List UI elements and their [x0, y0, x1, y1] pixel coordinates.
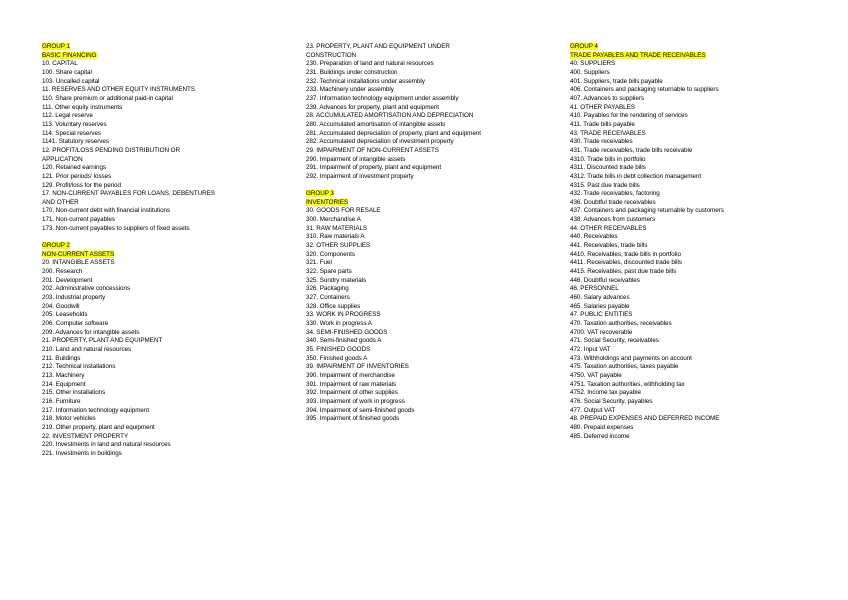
account-text: 292. Impairment of investment property: [306, 172, 414, 180]
account-text: 32. OTHER SUPPLIES: [306, 242, 371, 250]
account-line: [306, 95, 558, 104]
account-text: 290. Impairment of intangible assets: [306, 155, 406, 163]
account-text: 209. Advances for intangible assets: [42, 328, 140, 336]
account-text: 11. RESERVES AND OTHER EQUITY INSTRUMENTS: [42, 86, 195, 94]
account-text: 320. Components: [306, 250, 355, 258]
account-text: 203. Industrial property: [42, 294, 106, 302]
group-heading-text: GROUP 2: [42, 242, 70, 250]
account-text: 4312. Trade bills in debt collection management: [570, 172, 702, 180]
account-line: [42, 95, 294, 104]
account-line: [570, 320, 840, 329]
account-line: [42, 190, 294, 199]
account-line: [42, 389, 294, 398]
account-line: [42, 173, 294, 182]
account-text: 400. Suppliers: [570, 68, 610, 76]
account-line: [306, 389, 558, 398]
account-text: 4411. Receivables, discounted trade bills: [570, 259, 682, 267]
account-line: [306, 363, 558, 372]
account-line: [42, 433, 294, 442]
account-line: [570, 329, 840, 338]
account-line: [306, 372, 558, 381]
account-text: 212. Technical installations: [42, 363, 116, 371]
account-text: 113. Voluntary reserves: [42, 120, 107, 128]
account-text: 205. Leaseholds: [42, 311, 88, 319]
account-text: 204. Goodwill: [42, 302, 80, 310]
account-line: [306, 303, 558, 312]
account-text: 4751. Taxation authorities, withholding tax: [570, 380, 685, 388]
account-line: [42, 216, 294, 225]
account-line: [570, 294, 840, 303]
account-line: [42, 320, 294, 329]
account-line: [42, 182, 294, 191]
column-middle: [306, 43, 558, 424]
account-line: [306, 60, 558, 69]
account-line: [570, 121, 840, 130]
account-text: 291. Impairment of property, plant and equipment: [306, 164, 442, 172]
account-text: 471. Social Security, receivables: [570, 337, 659, 345]
account-text: 4310. Trade bills in portfolio: [570, 155, 646, 163]
account-text: 219. Other property, plant and equipment: [42, 423, 155, 431]
account-text: 280. Accumulated amortisation of intangible assets: [306, 120, 446, 128]
account-line: [570, 138, 840, 147]
account-text: APPLICATION: [42, 155, 83, 163]
account-line: [306, 311, 558, 320]
account-text: 430. Trade receivables: [570, 138, 633, 146]
account-text: 202. Administrative concessions: [42, 285, 131, 293]
account-line: [570, 242, 840, 251]
account-line: [306, 294, 558, 303]
account-line: [570, 259, 840, 268]
account-text: 321. Fuel: [306, 259, 332, 267]
account-text: 473. Withholdings and payments on account: [570, 354, 692, 362]
group-heading: [42, 251, 294, 260]
account-text: 4415. Receivables, past due trade bills: [570, 268, 677, 276]
account-text: 431. Trade receivables, trade bills receivable: [570, 146, 693, 154]
account-text: 350. Finished goods A: [306, 354, 368, 362]
account-line: [570, 173, 840, 182]
account-text: 211. Buildings: [42, 354, 81, 362]
account-line: [42, 277, 294, 286]
account-line: [570, 78, 840, 87]
account-line: [306, 104, 558, 113]
account-text: 300. Merchandise A: [306, 216, 361, 224]
account-line: [306, 355, 558, 364]
account-text: 485. Deferred income: [570, 432, 630, 440]
account-line: [42, 121, 294, 130]
account-line: [42, 329, 294, 338]
account-text: 35. FINISHED GOODS: [306, 345, 371, 353]
column-left: [42, 43, 294, 458]
account-line: [306, 86, 558, 95]
account-line: [306, 43, 558, 52]
account-line: [306, 216, 558, 225]
account-line: [42, 372, 294, 381]
group-heading-text: BASIC FINANCING: [42, 51, 97, 59]
account-line: [42, 86, 294, 95]
account-line: [306, 112, 558, 121]
account-text: 216. Furniture: [42, 397, 81, 405]
account-text: 22. INVESTMENT PROPERTY: [42, 432, 129, 440]
account-line: [306, 337, 558, 346]
account-text: 282. Accumulated depreciation of investment property: [306, 138, 454, 146]
account-line: [42, 268, 294, 277]
account-text: 29. IMPAIRMENT OF NON-CURRENT ASSETS: [306, 146, 439, 154]
account-line: [570, 225, 840, 234]
account-line: [42, 303, 294, 312]
account-line: [306, 329, 558, 338]
account-text: 401. Suppliers, trade bills payable: [570, 77, 663, 85]
account-line: [306, 173, 558, 182]
account-line: [306, 156, 558, 165]
account-text: 47. PUBLIC ENTITIES: [570, 311, 633, 319]
account-text: 31. RAW MATERIALS: [306, 224, 368, 232]
account-text: 213. Machinery: [42, 371, 85, 379]
account-line: [570, 424, 840, 433]
account-text: 4311. Discounted trade bills: [570, 164, 646, 172]
account-text: 281. Accumulated depreciation of property, plant and equipment: [306, 129, 481, 137]
account-line: [42, 415, 294, 424]
account-text: 218. Motor vehicles: [42, 415, 96, 423]
account-text: 201. Development: [42, 276, 93, 284]
group-heading-text: INVENTORIES: [306, 198, 349, 206]
account-text: 391. Impairment of raw materials: [306, 380, 397, 388]
group-heading-text: TRADE PAYABLES AND TRADE RECEIVABLES: [570, 51, 706, 59]
account-line: [42, 450, 294, 459]
account-line: [570, 398, 840, 407]
account-line: [306, 277, 558, 286]
account-text: 477. Output VAT: [570, 406, 616, 414]
account-text: 114. Special reserves: [42, 129, 102, 137]
account-text: 237. Information technology equipment under assembly: [306, 94, 459, 102]
account-line: [306, 251, 558, 260]
account-text: 40. SUPPLIERS: [570, 60, 616, 68]
account-text: 221. Investments in buildings: [42, 449, 122, 457]
account-text: AND OTHER: [42, 198, 79, 206]
account-text: 411. Trade bills payable: [570, 120, 635, 128]
account-line: [42, 424, 294, 433]
account-line: [570, 130, 840, 139]
account-text: 129. Profit/loss for the period: [42, 181, 121, 189]
account-text: 410. Payables for the rendering of services: [570, 112, 688, 120]
account-line: [42, 69, 294, 78]
account-text: 441. Receivables, trade bills: [570, 242, 648, 250]
account-line: [306, 147, 558, 156]
account-text: 21. PROPERTY, PLANT AND EQUIPMENT: [42, 337, 163, 345]
group-heading-text: GROUP 1: [42, 43, 70, 50]
account-line: [306, 207, 558, 216]
account-text: 239. Advances for property, plant and equipment: [306, 103, 440, 111]
account-line: [570, 337, 840, 346]
account-text: 217. Information technology equipment: [42, 406, 150, 414]
account-text: 171. Non-current payables: [42, 216, 115, 224]
account-text: 328. Office supplies: [306, 302, 361, 310]
account-line: [570, 277, 840, 286]
account-line: [570, 95, 840, 104]
account-text: 41. OTHER PAYABLES: [570, 103, 635, 111]
account-line: [570, 233, 840, 242]
account-line: [42, 199, 294, 208]
account-text: 20. INTANGIBLE ASSETS: [42, 259, 115, 267]
account-line: [306, 225, 558, 234]
account-line: [570, 251, 840, 260]
account-line: [42, 285, 294, 294]
group-heading: [570, 52, 840, 61]
account-line: [570, 311, 840, 320]
account-text: 406. Containers and packaging returnable to suppliers: [570, 86, 719, 94]
account-text: 390. Impairment of merchandise: [306, 371, 395, 379]
account-text: 111. Other equity instruments: [42, 103, 123, 111]
account-line: [570, 104, 840, 113]
account-text: 12. PROFIT/LOSS PENDING DISTRIBUTION OR: [42, 146, 181, 154]
account-text: 173. Non-current payables to suppliers of fixed assets: [42, 224, 190, 232]
account-line: [570, 190, 840, 199]
account-line: [42, 337, 294, 346]
account-line: [570, 60, 840, 69]
account-line: [42, 78, 294, 87]
account-line: [306, 415, 558, 424]
account-text: 393. Impairment of work in progress: [306, 397, 405, 405]
account-line: [570, 156, 840, 165]
account-line: [42, 164, 294, 173]
account-text: 330. Work in progress A: [306, 319, 372, 327]
account-text: 465. Salaries payable: [570, 302, 630, 310]
group-heading: [570, 43, 840, 52]
account-line: [42, 112, 294, 121]
account-text: 33. WORK IN PROGRESS: [306, 311, 381, 319]
account-text: 170. Non-current debt with financial institutions: [42, 207, 171, 215]
account-text: 215. Other installations: [42, 389, 106, 397]
account-line: [42, 363, 294, 372]
account-line: [570, 164, 840, 173]
account-text: 214. Equipment: [42, 380, 86, 388]
account-text: 325. Sundry materials: [306, 276, 367, 284]
account-text: 46. PERSONNEL: [570, 285, 619, 293]
account-text: 392. Impairment of other supplies: [306, 389, 398, 397]
account-text: 30. GOODS FOR RESALE: [306, 207, 381, 215]
account-line: [306, 242, 558, 251]
account-text: 17. NON-CURRENT PAYABLES FOR LOANS, DEBENTURES: [42, 190, 215, 198]
account-text: 407. Advances to suppliers: [570, 94, 644, 102]
account-line: [42, 156, 294, 165]
account-line: [306, 130, 558, 139]
account-line: [306, 52, 558, 61]
account-line: [570, 69, 840, 78]
account-line: [42, 381, 294, 390]
account-text: 4750. VAT payable: [570, 371, 622, 379]
account-text: 4410. Receivables, trade bills in portfolio: [570, 250, 681, 258]
account-line: [42, 355, 294, 364]
account-line: [306, 268, 558, 277]
section-spacer: [306, 182, 558, 191]
account-text: 440. Receivables: [570, 233, 618, 241]
account-text: 326. Packaging: [306, 285, 349, 293]
account-line: [306, 259, 558, 268]
account-text: 4700. VAT recoverable: [570, 328, 633, 336]
account-line: [570, 285, 840, 294]
account-line: [570, 207, 840, 216]
account-text: 43. TRADE RECEIVABLES: [570, 129, 646, 137]
account-text: 220. Investments in land and natural resources: [42, 441, 171, 449]
account-line: [42, 346, 294, 355]
group-heading-text: GROUP 4: [570, 43, 598, 50]
account-text: 340. Semi-finished goods A: [306, 337, 382, 345]
account-text: 4315. Past due trade bills: [570, 181, 640, 189]
account-line: [570, 199, 840, 208]
account-line: [306, 398, 558, 407]
account-line: [42, 225, 294, 234]
group-heading-text: GROUP 3: [306, 190, 334, 198]
account-line: [42, 398, 294, 407]
account-text: 480. Prepaid expenses: [570, 423, 634, 431]
account-text: CONSTRUCTION: [306, 51, 357, 59]
account-line: [42, 294, 294, 303]
account-text: 322. Spare parts: [306, 268, 352, 276]
account-text: 103. Uncalled capital: [42, 77, 100, 85]
group-heading: [306, 190, 558, 199]
account-text: 233. Machinery under assembly: [306, 86, 394, 94]
account-text: 112. Legal reserve: [42, 112, 93, 120]
account-line: [306, 78, 558, 87]
column-right: [570, 43, 840, 441]
account-text: 472. Input VAT: [570, 345, 611, 353]
account-line: [570, 381, 840, 390]
account-text: 4752. Income tax payable: [570, 389, 641, 397]
account-text: 432. Trade receivables, factoring: [570, 190, 660, 198]
account-line: [306, 285, 558, 294]
account-text: 475. Taxation authorities, taxes payable: [570, 363, 679, 371]
account-line: [570, 86, 840, 95]
account-text: 460. Salary advances: [570, 294, 630, 302]
account-line: [570, 415, 840, 424]
account-text: 1141. Statutory reserves: [42, 138, 109, 146]
account-line: [570, 363, 840, 372]
account-text: 232. Technical installations under assembly: [306, 77, 425, 85]
account-text: 120. Retained earnings: [42, 164, 107, 172]
account-line: [570, 433, 840, 442]
account-text: 23. PROPERTY, PLANT AND EQUIPMENT UNDER: [306, 43, 450, 50]
account-line: [306, 138, 558, 147]
account-text: 100. Share capital: [42, 68, 92, 76]
account-line: [570, 346, 840, 355]
account-text: 476. Social Security, payables: [570, 397, 653, 405]
account-text: 327. Containers: [306, 294, 350, 302]
group-heading-text: NON-CURRENT ASSETS: [42, 250, 115, 258]
account-text: 395. Impairment of finished goods: [306, 415, 400, 423]
account-line: [570, 407, 840, 416]
account-line: [42, 60, 294, 69]
account-line: [306, 346, 558, 355]
account-line: [570, 303, 840, 312]
account-text: 230. Preparation of land and natural resources: [306, 60, 434, 68]
group-heading: [42, 43, 294, 52]
account-line: [570, 147, 840, 156]
account-text: 110. Share premium or additional paid-in capital: [42, 94, 173, 102]
account-line: [570, 372, 840, 381]
account-line: [42, 441, 294, 450]
account-text: 206. Computer software: [42, 319, 109, 327]
account-text: 39. IMPAIRMENT OF INVENTORIES: [306, 363, 409, 371]
account-text: 310. Raw materials A: [306, 233, 365, 241]
account-text: 121. Prior periods' losses: [42, 172, 112, 180]
account-line: [570, 268, 840, 277]
account-line: [570, 216, 840, 225]
account-text: 48. PREPAID EXPENSES AND DEFERRED INCOME: [570, 415, 720, 423]
group-heading: [42, 52, 294, 61]
account-line: [570, 355, 840, 364]
account-line: [570, 182, 840, 191]
group-heading: [42, 242, 294, 251]
account-text: 10. CAPITAL: [42, 60, 78, 68]
account-line: [306, 381, 558, 390]
account-line: [570, 112, 840, 121]
account-line: [42, 138, 294, 147]
section-spacer: [42, 233, 294, 242]
account-text: 438. Advances from customers: [570, 216, 656, 224]
account-line: [306, 407, 558, 416]
account-line: [306, 164, 558, 173]
account-line: [306, 69, 558, 78]
account-line: [306, 233, 558, 242]
account-line: [42, 130, 294, 139]
account-line: [306, 320, 558, 329]
group-heading: [306, 199, 558, 208]
account-text: 231. Buildings under construction: [306, 68, 398, 76]
account-text: 446. Doubtful receivables: [570, 276, 640, 284]
account-text: 210. Land and natural resources: [42, 345, 132, 353]
account-text: 34. SEMI-FINISHED GOODS: [306, 328, 388, 336]
account-text: 437. Containers and packaging returnable by customers: [570, 207, 724, 215]
account-line: [42, 407, 294, 416]
account-line: [42, 104, 294, 113]
account-text: 436. Doubtful trade receivables: [570, 198, 656, 206]
account-text: 200. Research: [42, 268, 83, 276]
account-text: 470. Taxation authorities, receivables: [570, 320, 672, 327]
account-line: [42, 207, 294, 216]
account-text: 28. ACCUMULATED AMORTISATION AND DEPRECIATION: [306, 112, 474, 120]
account-line: [42, 259, 294, 268]
account-text: 394. Impairment of semi-finished goods: [306, 406, 415, 414]
account-line: [42, 147, 294, 156]
account-line: [306, 121, 558, 130]
account-line: [570, 389, 840, 398]
account-text: 44. OTHER RECEIVABLES: [570, 224, 647, 232]
account-line: [42, 311, 294, 320]
